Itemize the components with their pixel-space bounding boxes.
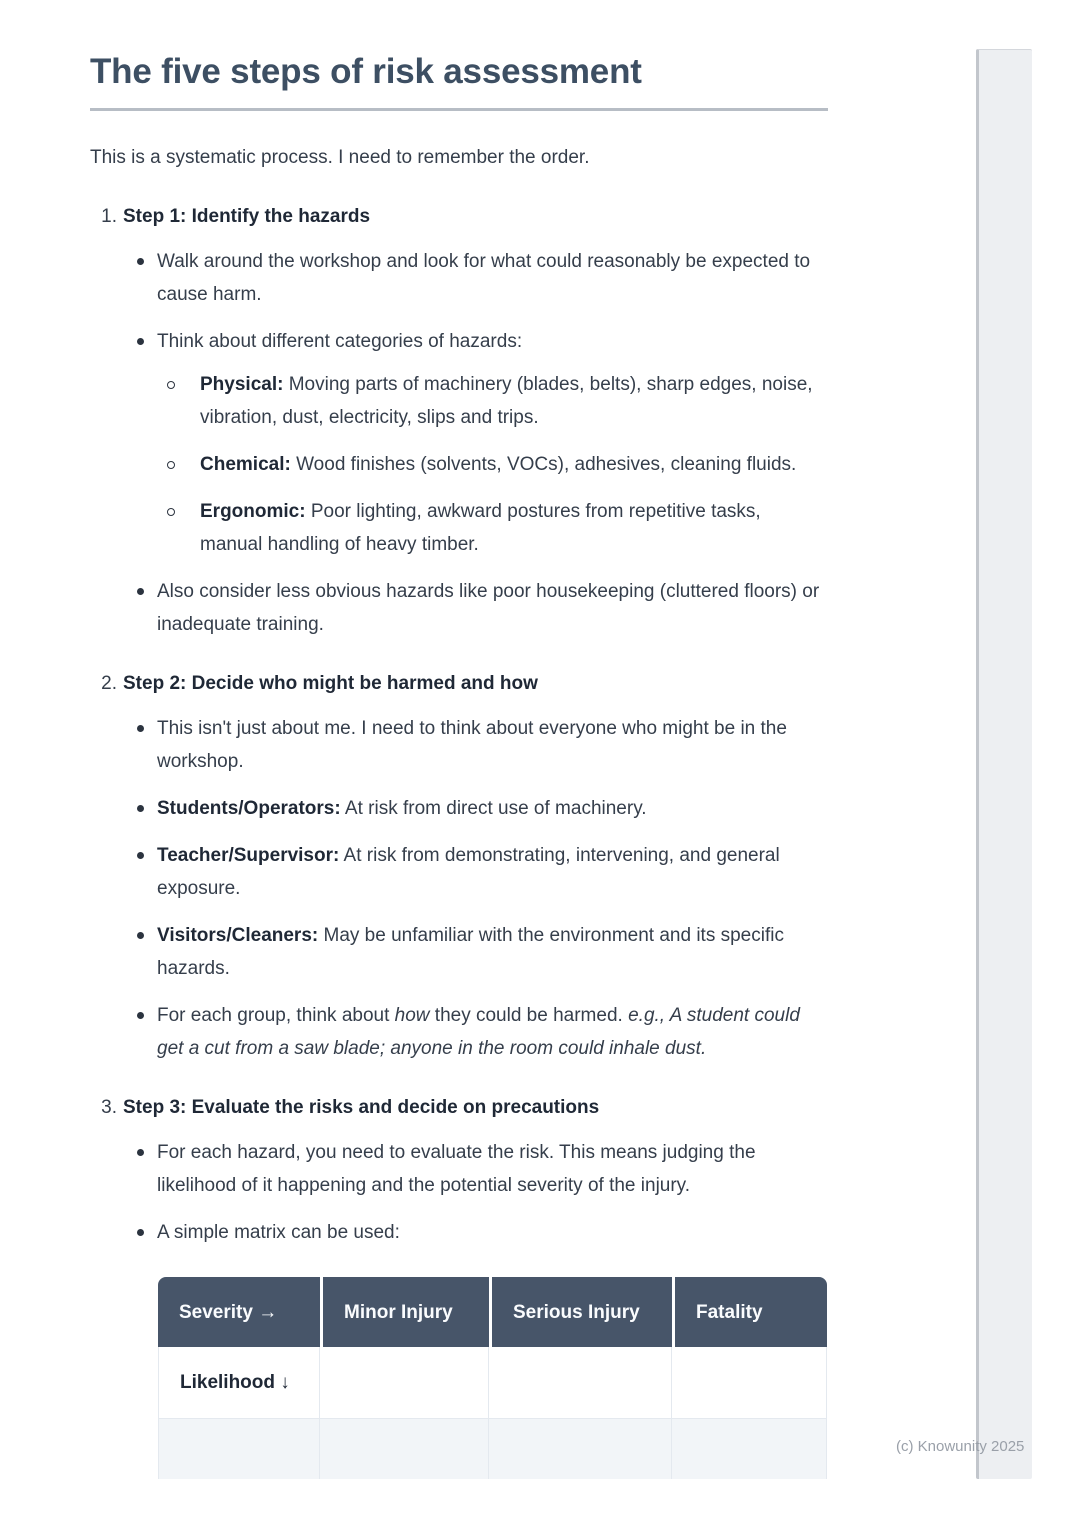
text-segment: For each group, think about [157,1005,395,1026]
matrix-cell [672,1419,827,1479]
step-heading: Step 1: Identify the hazards [123,206,371,227]
step-heading: Step 3: Evaluate the risks and decide on precautions [123,1097,600,1118]
bullet-item [167,495,828,561]
matrix-cell [489,1347,672,1419]
bullet-text [200,454,796,475]
title-divider [90,108,828,111]
bullet-text [157,331,522,352]
matrix-cell [489,1419,672,1479]
bullet-item [137,325,828,561]
text-segment: Visitors/Cleaners: [157,925,319,946]
bullet-text [157,925,784,979]
matrix-cell: Likelihood ↓ [158,1347,320,1419]
bullet-item [167,448,828,481]
text-segment: Walk around the workshop and look for what could reasonably be expected to cause harm. [157,251,811,305]
text-segment: A simple matrix can be used: [157,1222,400,1243]
step-heading: Step 2: Decide who might be harmed and how [123,673,538,694]
text-segment: May be unfamiliar with the environment and its specific hazards. [157,925,784,979]
bullet-item [137,1216,828,1249]
text-segment: This isn't just about me. I need to think about everyone who might be in the workshop. [157,718,787,772]
bullet-disc-icon [137,725,144,732]
bullet-text [200,501,761,555]
text-segment: Ergonomic: [200,501,306,522]
bullet-text [157,581,819,635]
matrix-header-cell: Fatality [672,1277,827,1347]
text-segment: Moving parts of machinery (blades, belts), sharp edges, noise, vibration, dust, electricity, slips and trips. [200,374,813,428]
bullet-item [167,368,828,434]
bullet-text [157,718,787,772]
bullet-circle-icon [167,508,175,516]
bullet-text [157,1222,400,1243]
text-segment: Wood finishes (solvents, VOCs), adhesives, cleaning fluids. [290,454,797,475]
step-item [90,1091,828,1249]
bullet-item [137,712,828,778]
intro-paragraph: This is a systematic process. I need to remember the order. [90,147,590,168]
matrix-header-cell: Severity → [158,1277,320,1347]
text-segment: how [394,1005,430,1026]
matrix-row [158,1347,827,1419]
note-content [90,0,828,1479]
matrix-cell [320,1347,489,1419]
bullet-text [157,1142,756,1196]
matrix-cell [320,1419,489,1479]
bullet-item [137,245,828,311]
bullet-item [137,919,828,985]
matrix-header-cell: Serious Injury [489,1277,672,1347]
step-item [90,667,828,1065]
steps-list [90,200,828,1249]
matrix-cell [672,1347,827,1419]
bullet-disc-icon [137,1149,144,1156]
text-segment: Physical: [200,374,284,395]
risk-matrix-table [158,1277,827,1479]
bullet-disc-icon [137,338,144,345]
text-segment: they could be harmed. [429,1005,629,1026]
bullet-circle-icon [167,461,175,469]
bullet-list [167,368,828,561]
text-segment: At risk from direct use of machinery. [340,798,647,819]
step-number: 1. [101,206,117,227]
page-title: The five steps of risk assessment [90,52,642,91]
bullet-item [137,999,828,1065]
bullet-disc-icon [137,588,144,595]
matrix-row [158,1419,827,1479]
text-segment: Students/Operators: [157,798,341,819]
bullet-disc-icon [137,258,144,265]
text-segment: Think about different categories of hazards: [157,331,523,352]
step-number: 3. [101,1097,117,1118]
bullet-item [137,792,828,825]
bullet-list [137,245,828,641]
bullet-item [137,575,828,641]
bullet-text [157,251,810,305]
bullet-item [137,839,828,905]
matrix-cell [158,1419,320,1479]
bullet-disc-icon [137,932,144,939]
knowunity-watermark: (c) Knowunity 2025 [896,1438,1025,1455]
text-segment: Also consider less obvious hazards like poor housekeeping (cluttered floors) or inadequate training. [157,581,820,635]
bullet-text [157,845,780,899]
bullet-disc-icon [137,1229,144,1236]
text-segment: For each hazard, you need to evaluate the risk. This means judging the likelihood of it happening and the potential severity of the injury. [157,1142,756,1196]
matrix-header-row [158,1277,827,1347]
bullet-circle-icon [167,381,175,389]
step-number: 2. [101,673,117,694]
text-segment: Chemical: [200,454,291,475]
bullet-disc-icon [137,852,144,859]
text-segment: e.g., A student could get a cut from a saw blade; anyone in the room could inhale dust. [157,1005,800,1059]
bullet-text [157,1005,800,1059]
text-segment: Teacher/Supervisor: [157,845,340,866]
bullet-disc-icon [137,1012,144,1019]
text-segment: Poor lighting, awkward postures from repetitive tasks, manual handling of heavy timber. [200,501,761,555]
bullet-text [200,374,813,428]
risk-matrix [158,1277,828,1479]
bullet-item [137,1136,828,1202]
scrollbar-thumb[interactable] [976,49,1032,1479]
matrix-header-cell: Minor Injury [320,1277,489,1347]
bullet-list [137,1136,828,1249]
bullet-text [157,798,647,819]
step-item [90,200,828,641]
bullet-disc-icon [137,805,144,812]
bullet-list [137,712,828,1065]
text-segment: At risk from demonstrating, intervening, and general exposure. [157,845,780,899]
